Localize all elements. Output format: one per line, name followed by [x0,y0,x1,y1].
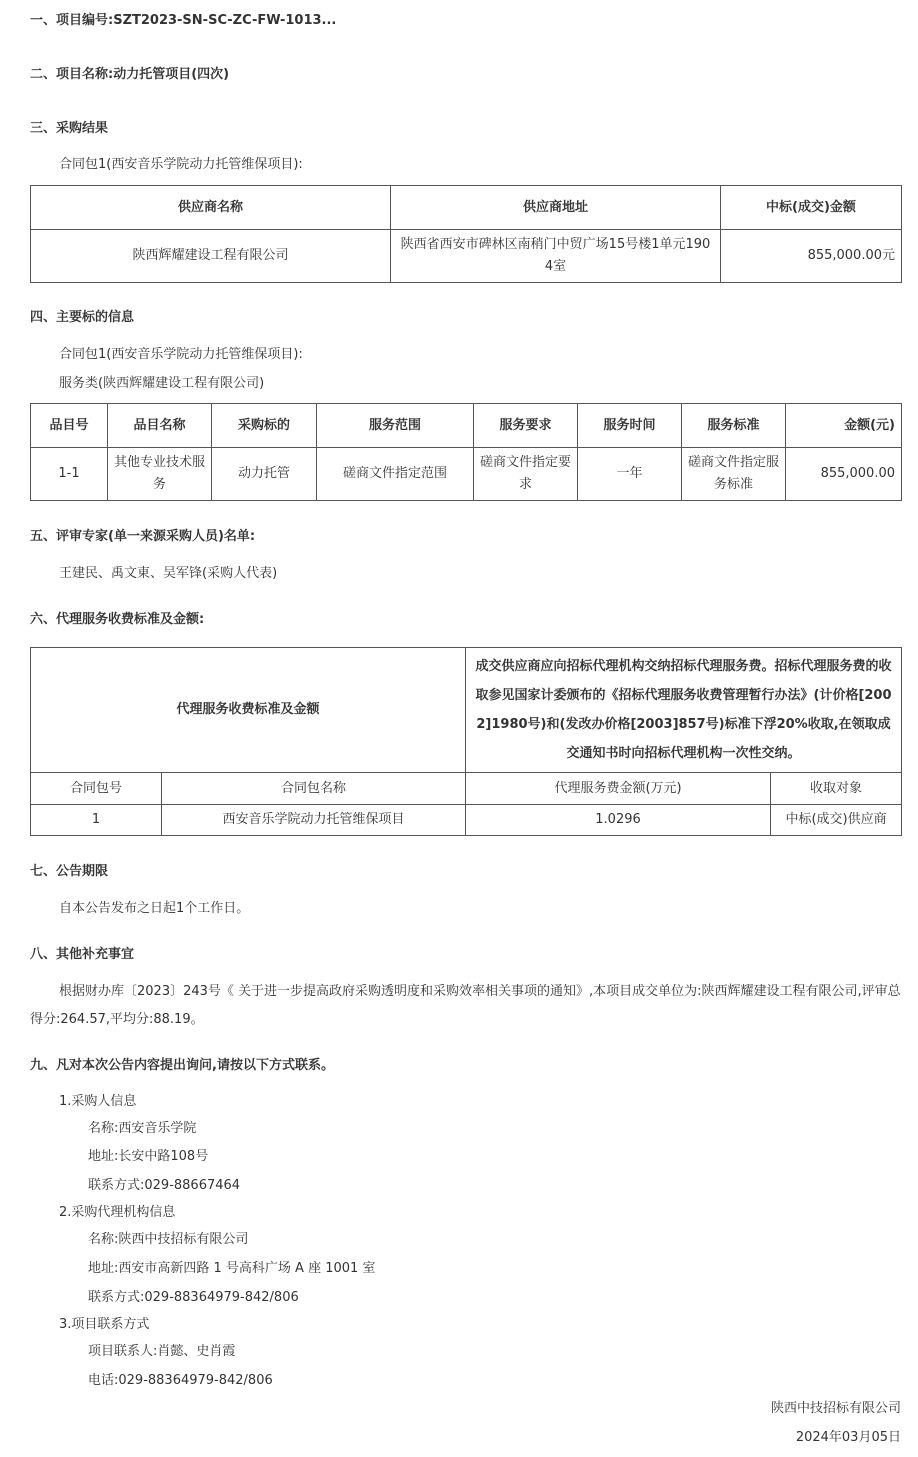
project-number [30,9,336,28]
procurement-target: 动力托管 [212,448,317,501]
items-category-label: 服务类(陕西辉耀建设工程有限公司) [59,376,265,391]
agent-info-title: 2.采购代理机构信息 [59,1205,176,1220]
header-supplier-address: 供应商地址 [391,186,721,230]
items-package-label: 合同包1(西安音乐学院动力托管维保项目): [59,347,303,362]
agency-fee-table [30,647,902,836]
header-item-no: 品目号 [31,404,108,448]
header-fee-payer: 收取对象 [771,773,902,805]
footer-organization: 陕西中技招标有限公司 [770,1401,901,1416]
header-supplier-name: 供应商名称 [31,186,391,230]
service-scope: 磋商文件指定范围 [317,448,474,501]
header-service-time: 服务时间 [578,404,682,448]
project-number-label: 一、项目编号: [30,13,114,28]
table-header-row [31,186,902,230]
buyer-address: 地址:长安中路108号 [88,1149,209,1164]
header-package-no: 合同包号 [31,773,162,805]
header-service-standard: 服务标准 [682,404,786,448]
fee-standard-label: 代理服务收费标准及金额 [31,648,466,773]
service-requirement: 磋商文件指定要求 [474,448,578,501]
item-name: 其他专业技术服务 [108,448,212,501]
header-package-name: 合同包名称 [162,773,466,805]
section-title-contact: 九、凡对本次公告内容提出询问,请按以下方式联系。 [30,1058,334,1073]
header-award-amount: 中标(成交)金额 [721,186,902,230]
header-service-requirement: 服务要求 [474,404,578,448]
footer-date: 2024年03月05日 [795,1430,901,1445]
agent-name: 名称:陕西中技招标有限公司 [88,1232,249,1247]
award-amount: 855,000.00元 [721,230,902,283]
fee-payer: 中标(成交)供应商 [771,805,902,836]
item-no: 1-1 [31,448,108,501]
fee-amount: 1.0296 [466,805,771,836]
header-item-name: 品目名称 [108,404,212,448]
header-fee-amount: 代理服务费金额(万元) [466,773,771,805]
agent-address: 地址:西安市高新四路 1 号高科广场 A 座 1001 室 [88,1261,376,1276]
header-procurement-target: 采购标的 [212,404,317,448]
service-standard: 磋商文件指定服务标准 [682,448,786,501]
table-row [31,805,902,836]
expert-names: 王建民、禹文東、吴军锋(采购人代表) [59,566,278,581]
project-contact-title: 3.项目联系方式 [59,1317,150,1332]
section-title-items: 四、主要标的信息 [30,310,135,325]
project-contact-phone: 电话:029-88364979-842/806 [88,1373,273,1388]
project-contact-person: 项目联系人:肖懿、史肖霞 [88,1344,236,1359]
fee-standard-description: 成交供应商应向招标代理机构交纳招标代理服务费。招标代理服务费的收取参见国家计委颁布的《招标代理服务收费管理暂行办法》(计价格[2002]1980号)和(发改办价格[2003]857号)标准下浮20%收取,在领取成交通知书时向招标代理机构一次性交纳。 [466,648,902,773]
project-number-value: SZT2023-SN-SC-ZC-FW-1013... [113,13,337,28]
fee-standard-row [31,648,902,773]
result-table [30,185,902,283]
header-amount: 金额(元) [786,404,902,448]
buyer-name: 名称:西安音乐学院 [88,1121,197,1136]
items-table [30,403,902,501]
table-row [31,448,902,501]
table-header-row [31,773,902,805]
announcement-period: 自本公告发布之日起1个工作日。 [59,901,250,916]
package-no: 1 [31,805,162,836]
buyer-info-title: 1.采购人信息 [59,1094,137,1109]
table-header-row [31,404,902,448]
package-name: 西安音乐学院动力托管维保项目 [162,805,466,836]
service-time: 一年 [578,448,682,501]
agent-phone: 联系方式:029-88364979-842/806 [88,1290,299,1305]
buyer-phone: 联系方式:029-88667464 [88,1178,241,1193]
result-package-label: 合同包1(西安音乐学院动力托管维保项目): [59,157,303,172]
supplier-name: 陕西辉耀建设工程有限公司 [31,230,391,283]
other-info-line1: 根据财办库〔2023〕243号《 关于进一步提高政府采购透明度和采购效率相关事项的通知》,本项目成交单位为:陕西辉耀建设工程有限公司,评审总 [59,984,901,999]
project-name [30,63,229,82]
other-info-line2: 得分:264.57,平均分:88.19。 [30,1012,204,1027]
supplier-address: 陕西省西安市碑林区南稍门中贸广场15号楼1单元1904室 [391,230,721,283]
section-title-agency-fee: 六、代理服务收费标准及金额: [30,612,205,627]
item-amount: 855,000.00 [786,448,902,501]
section-title-experts: 五、评审专家(单一来源采购人员)名单: [30,529,256,544]
project-name-value: 动力托管项目(四次) [113,67,230,82]
section-title-other: 八、其他补充事宜 [30,947,135,962]
section-title-result: 三、采购结果 [30,121,109,136]
table-row [31,230,902,283]
project-name-label: 二、项目名称: [30,67,114,82]
section-title-period: 七、公告期限 [30,864,109,879]
header-service-scope: 服务范围 [317,404,474,448]
